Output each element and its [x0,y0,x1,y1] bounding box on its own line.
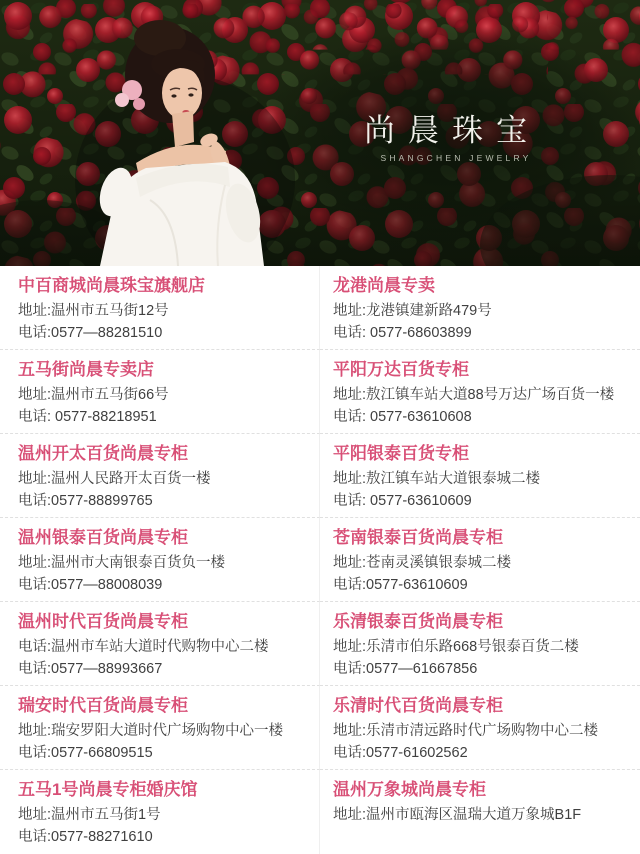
store-name: 温州开太百货尚晨专柜 [18,444,188,463]
store-entry [0,602,320,686]
store-phone: 电话:0577—88281510 [18,325,163,341]
store-address: 地址:敖江镇车站大道88号万达广场百货一楼 [333,387,615,403]
store-address: 地址:温州市瓯海区温瑞大道万象城B1F [333,807,582,823]
store-name: 乐清银泰百货尚晨专柜 [333,612,503,631]
store-name: 温州时代百货尚晨专柜 [18,612,188,631]
store-entry [0,266,320,350]
store-entry [320,602,640,686]
store-phone: 电话:0577-61602562 [333,745,468,761]
store-entry [0,770,320,854]
brand-subtitle-text: SHANGCHEN JEWELRY [380,153,532,163]
store-name: 温州银泰百货尚晨专柜 [18,528,188,547]
hero-image [0,0,640,266]
store-address: 地址:乐清市清远路时代广场购物中心二楼 [333,723,599,739]
store-name: 温州万象城尚晨专柜 [333,780,486,799]
store-name: 瑞安时代百货尚晨专柜 [18,696,188,715]
store-name: 龙港尚晨专卖 [333,276,435,295]
store-address: 地址:乐清市伯乐路668号银泰百货二楼 [333,639,579,655]
store-entry [0,434,320,518]
store-entry [0,518,320,602]
store-address: 电话:温州市车站大道时代购物中心二楼 [18,639,269,655]
store-name: 平阳银泰百货专柜 [333,444,469,463]
store-address: 地址:瑞安罗阳大道时代广场购物中心一楼 [18,723,284,739]
store-name: 平阳万达百货专柜 [333,360,469,379]
store-name: 乐清时代百货尚晨专柜 [333,696,503,715]
brand-logo [364,113,540,163]
store-address: 地址:温州市大南银泰百货负一楼 [18,555,226,571]
store-directory [0,266,640,854]
store-address: 地址:苍南灵溪镇银泰城二楼 [333,555,512,571]
store-entry [320,266,640,350]
store-address: 地址:温州市五马街12号 [18,303,169,319]
store-entry [320,770,640,854]
hero-banner [0,0,640,266]
store-name: 中百商城尚晨珠宝旗舰店 [18,276,205,295]
store-entry [320,350,640,434]
store-address: 地址:温州人民路开太百货一楼 [18,471,211,487]
store-phone: 电话: 0577-63610609 [333,493,472,509]
store-phone: 电话:0577—61667856 [333,661,478,677]
store-address: 地址:温州市五马街66号 [18,387,169,403]
store-entry [0,686,320,770]
store-address: 地址:敖江镇车站大道银泰城二楼 [333,471,541,487]
store-address: 地址:温州市五马街1号 [18,807,161,823]
store-entry [320,686,640,770]
store-phone: 电话:0577-88271610 [18,829,153,845]
store-phone: 电话:0577—88993667 [18,661,163,677]
store-name: 苍南银泰百货尚晨专柜 [333,528,503,547]
store-phone: 电话:0577-63610609 [333,577,468,593]
store-entry [0,350,320,434]
store-entry [320,518,640,602]
store-address: 地址:龙港镇建新路479号 [333,303,492,319]
store-phone: 电话:0577-88899765 [18,493,153,509]
store-entry [320,434,640,518]
store-name: 五马街尚晨专卖店 [18,360,154,379]
store-phone: 电话:0577—88008039 [18,577,163,593]
store-phone: 电话: 0577-68603899 [333,325,472,341]
brand-logo-text: 尚晨珠宝 [364,113,540,148]
store-phone: 电话:0577-66809515 [18,745,153,761]
model-face [162,67,202,119]
store-phone: 电话: 0577-88218951 [18,409,157,425]
store-name: 五马1号尚晨专柜婚庆馆 [18,780,198,799]
store-phone: 电话: 0577-63610608 [333,409,472,425]
